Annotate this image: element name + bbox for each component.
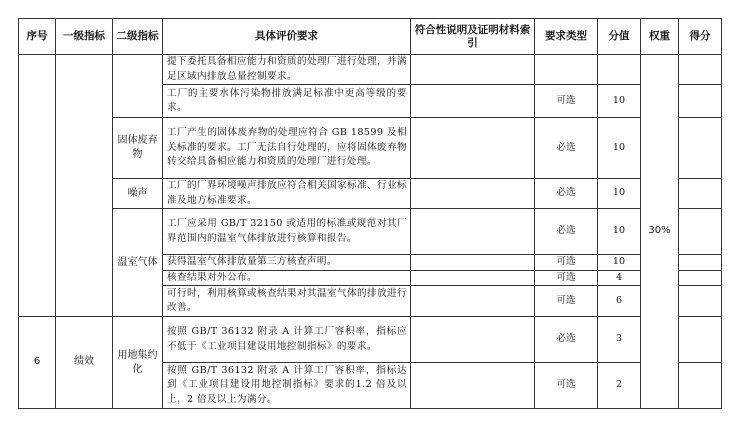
score-cell: 4 [598, 270, 641, 286]
got-cell[interactable] [679, 209, 722, 255]
type-cell: 必选 [535, 118, 598, 179]
requirement-cell: 工厂产生的固体废弃物的处理应符合 GB 18599 及相关标准的要求。工厂无法自行处理的，应将固体废弃物转交给具备相应能力和资质的处理厂进行处理。 [163, 118, 411, 179]
requirement-cell: 按照 GB/T 36132 附录 A 计算工厂容积率，指标应不低于《工业项目建设用地控制指标》的要求。 [163, 317, 411, 363]
requirement-cell: 可行时，利用核算或核查结果对其温室气体的排放进行改善。 [163, 286, 411, 317]
type-cell: 必选 [535, 317, 598, 363]
header-evidence: 符合性说明及证明材料索引 [411, 19, 535, 55]
level1-cell-empty [56, 55, 113, 317]
requirement-cell: 工厂的厂界环境噪声排放应符合相关国家标准、行业标准及地方标准要求。 [163, 179, 411, 209]
score-cell [598, 55, 641, 85]
evaluation-table [18, 18, 722, 409]
header-weight: 权重 [641, 19, 679, 55]
header-requirement: 具体评价要求 [163, 19, 411, 55]
header-row [19, 19, 722, 55]
table-row [19, 317, 722, 363]
got-cell[interactable] [679, 317, 722, 363]
got-cell[interactable] [679, 286, 722, 317]
requirement-cell: 工厂应采用 GB/T 32150 或适用的标准或规范对其厂界范围内的温室气体排放进行核算和报告。 [163, 209, 411, 255]
evidence-cell[interactable] [411, 255, 535, 271]
type-cell: 可选 [535, 286, 598, 317]
score-cell: 6 [598, 286, 641, 317]
type-cell: 可选 [535, 255, 598, 271]
score-cell: 10 [598, 209, 641, 255]
seq-cell: 6 [19, 317, 56, 409]
seq-cell-empty [19, 55, 56, 317]
got-cell[interactable] [679, 85, 722, 118]
header-score: 分值 [598, 19, 641, 55]
evidence-cell[interactable] [411, 317, 535, 363]
requirement-cell: 工厂的主要水体污染物排放满足标准中更高等级的要求。 [163, 85, 411, 118]
requirement-cell: 核查结果对外公布。 [163, 270, 411, 286]
evidence-cell[interactable] [411, 286, 535, 317]
evidence-cell[interactable] [411, 270, 535, 286]
type-cell [535, 55, 598, 85]
level2-noise: 噪声 [113, 179, 163, 209]
evidence-cell[interactable] [411, 85, 535, 118]
table-row [19, 118, 722, 179]
header-level2: 二级指标 [113, 19, 163, 55]
evidence-cell[interactable] [411, 55, 535, 85]
score-cell: 10 [598, 179, 641, 209]
evidence-cell[interactable] [411, 179, 535, 209]
requirement-cell: 按照 GB/T 36132 附录 A 计算工厂容积率，指标达到《工业项目建设用地控制指标》要求的1.2 倍及以上，2 倍及以上为满分。 [163, 363, 411, 409]
type-cell: 必选 [535, 209, 598, 255]
level2-ghg: 温室气体 [113, 209, 163, 317]
got-cell[interactable] [679, 363, 722, 409]
requirement-cell: 获得温室气体排放量第三方核查声明。 [163, 255, 411, 271]
table-row [19, 209, 722, 255]
evaluation-table-wrapper [18, 18, 722, 409]
got-cell[interactable] [679, 270, 722, 286]
header-got: 得分 [679, 19, 722, 55]
evidence-cell[interactable] [411, 118, 535, 179]
level1-cell: 绩效 [56, 317, 113, 409]
type-cell: 可选 [535, 363, 598, 409]
got-cell[interactable] [679, 255, 722, 271]
requirement-cell: 提下委托具备相应能力和资质的处理厂进行处理，并满足区域内排放总量控制要求。 [163, 55, 411, 85]
got-cell[interactable] [679, 179, 722, 209]
got-cell[interactable] [679, 118, 722, 179]
type-cell: 必选 [535, 179, 598, 209]
got-cell[interactable] [679, 55, 722, 85]
type-cell: 可选 [535, 85, 598, 118]
evidence-cell[interactable] [411, 209, 535, 255]
level2-solid-waste: 固体废弃物 [113, 118, 163, 179]
table-row [19, 179, 722, 209]
evidence-cell[interactable] [411, 363, 535, 409]
type-cell: 可选 [535, 270, 598, 286]
header-type: 要求类型 [535, 19, 598, 55]
weight-cell: 30% [641, 55, 679, 409]
score-cell: 10 [598, 118, 641, 179]
score-cell: 2 [598, 363, 641, 409]
header-level1: 一级指标 [56, 19, 113, 55]
level2-cell-empty [113, 55, 163, 118]
score-cell: 10 [598, 255, 641, 271]
score-cell: 10 [598, 85, 641, 118]
header-seq: 序号 [19, 19, 56, 55]
score-cell: 3 [598, 317, 641, 363]
table-row [19, 55, 722, 85]
level2-land: 用地集约化 [113, 317, 163, 409]
